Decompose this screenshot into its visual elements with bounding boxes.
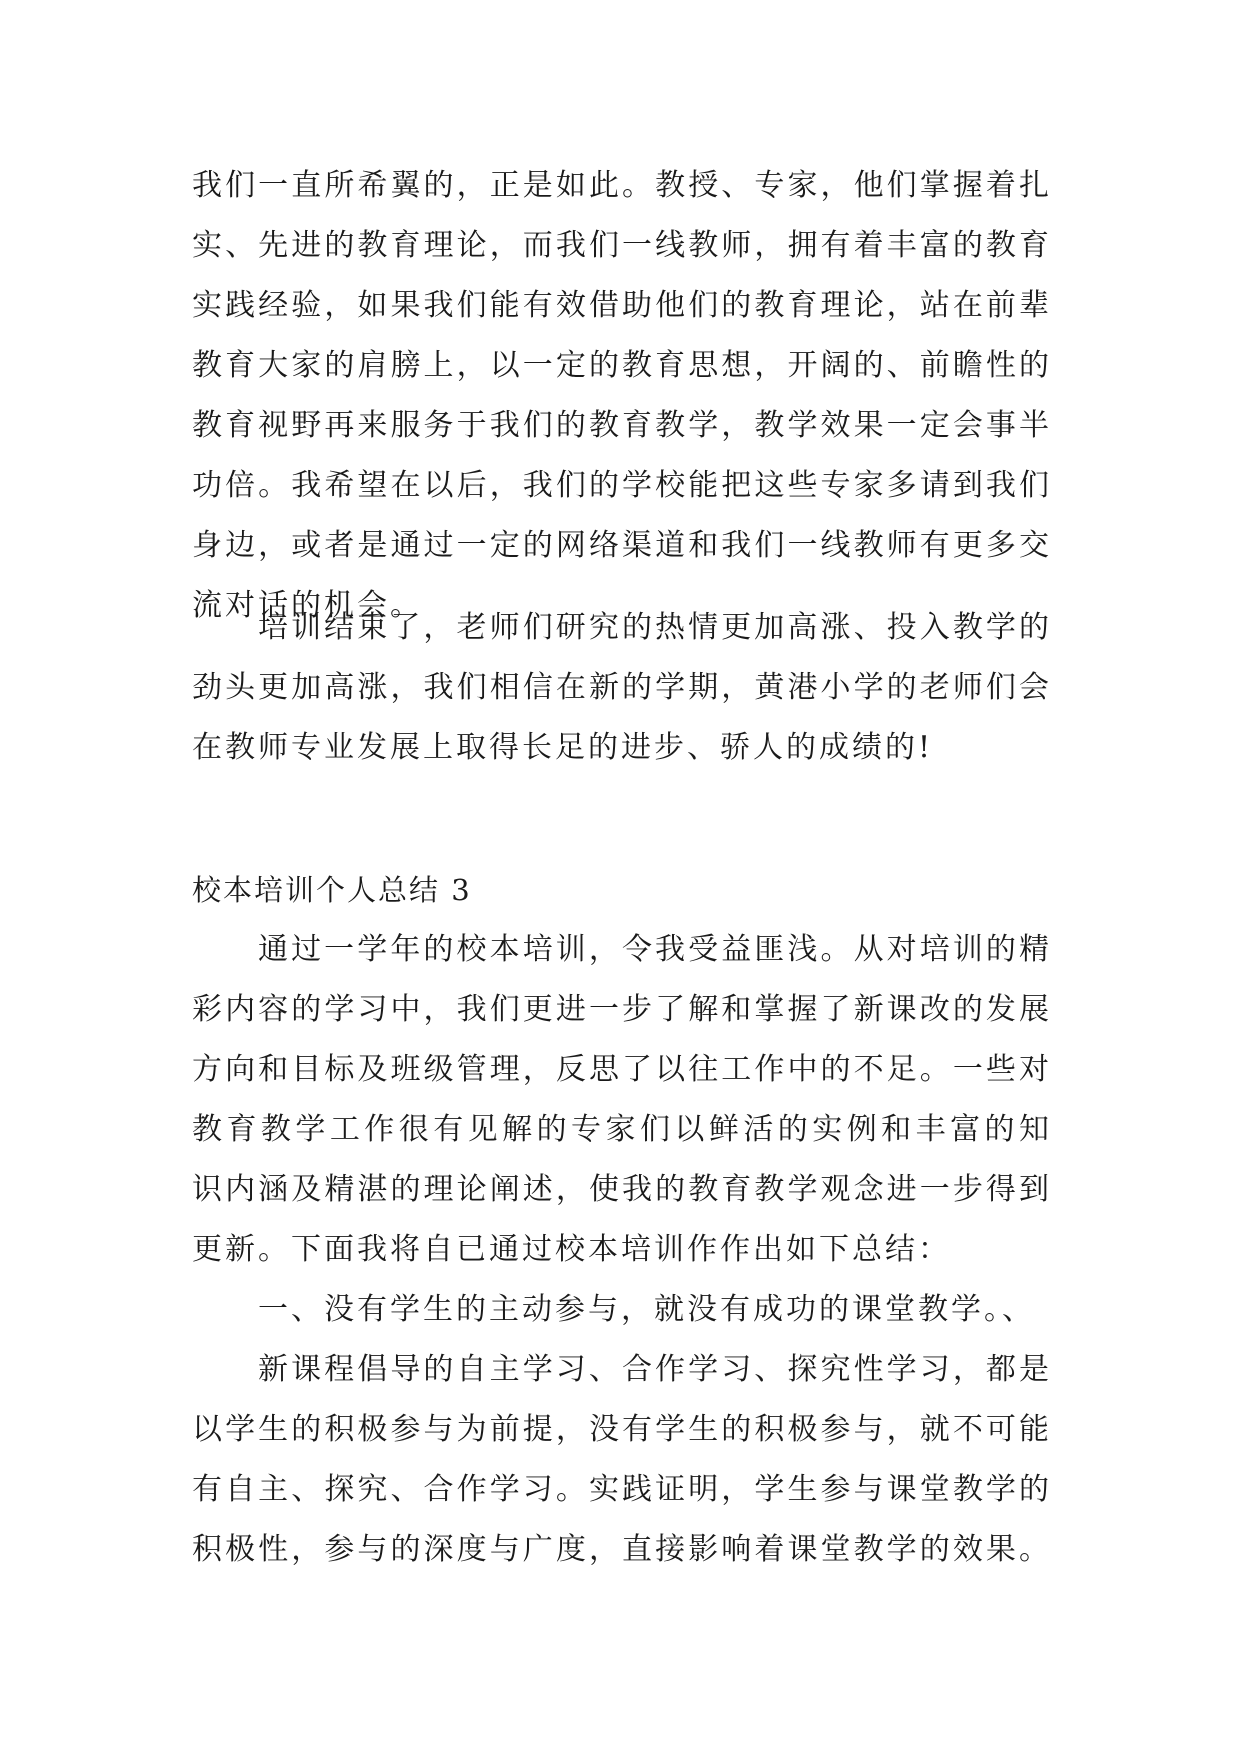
- paragraph-line: 培训结束了，老师们研究的热情更加高涨、投入教学的: [258, 610, 1052, 645]
- paragraph-experts-theory: [192, 156, 1052, 636]
- paragraph-line: 方向和目标及班级管理，反思了以往工作中的不足。一些对: [192, 1052, 1052, 1087]
- section-heading: 校本培训个人总结 3: [192, 873, 472, 907]
- paragraph-line: 教育教学工作很有见解的专家们以鲜活的实例和丰富的知: [192, 1112, 1052, 1147]
- paragraph-line: 以学生的积极参与为前提，没有学生的积极参与，就不可能: [192, 1412, 1052, 1447]
- section-summary-3: [192, 860, 1052, 1580]
- paragraph-line: 教育视野再来服务于我们的教育教学，教学效果一定会事半: [192, 408, 1052, 443]
- paragraph-line: 流对话的机会。: [192, 588, 423, 623]
- paragraph-line: 彩内容的学习中，我们更进一步了解和掌握了新课改的发展: [192, 992, 1052, 1027]
- paragraph-line: 更新。下面我将自已通过校本培训作作出如下总结：: [192, 1232, 951, 1267]
- paragraph-line: 功倍。我希望在以后，我们的学校能把这些专家多请到我们: [192, 468, 1052, 503]
- paragraph-line: 实、先进的教育理论，而我们一线教师，拥有着丰富的教育: [192, 228, 1052, 263]
- paragraph-line: 我们一直所希翼的，正是如此。教授、专家，他们掌握着扎: [192, 168, 1052, 203]
- paragraph-line: 劲头更加高涨，我们相信在新的学期，黄港小学的老师们会: [192, 670, 1052, 705]
- paragraph-line: 实践经验，如果我们能有效借助他们的教育理论，站在前辈: [192, 288, 1052, 323]
- paragraph-line: 教育大家的肩膀上，以一定的教育思想，开阔的、前瞻性的: [192, 348, 1052, 383]
- paragraph-line: 在教师专业发展上取得长足的进步、骄人的成绩的!: [192, 730, 934, 765]
- paragraph-line: 识内涵及精湛的理论阐述，使我的教育教学观念进一步得到: [192, 1172, 1052, 1207]
- paragraph-line: 新课程倡导的自主学习、合作学习、探究性学习，都是: [258, 1352, 1052, 1387]
- point-heading: 一、没有学生的主动参与，就没有成功的课堂教学。、: [258, 1292, 1035, 1327]
- paragraph-line: 积极性，参与的深度与广度，直接影响着课堂教学的效果。: [192, 1532, 1052, 1567]
- paragraph-line: 身边，或者是通过一定的网络渠道和我们一线教师有更多交: [192, 528, 1052, 563]
- paragraph-training-ended: [192, 598, 1052, 778]
- paragraph-line: 通过一学年的校本培训，令我受益匪浅。从对培训的精: [258, 932, 1052, 967]
- paragraph-line: 有自主、探究、合作学习。实践证明，学生参与课堂教学的: [192, 1472, 1052, 1507]
